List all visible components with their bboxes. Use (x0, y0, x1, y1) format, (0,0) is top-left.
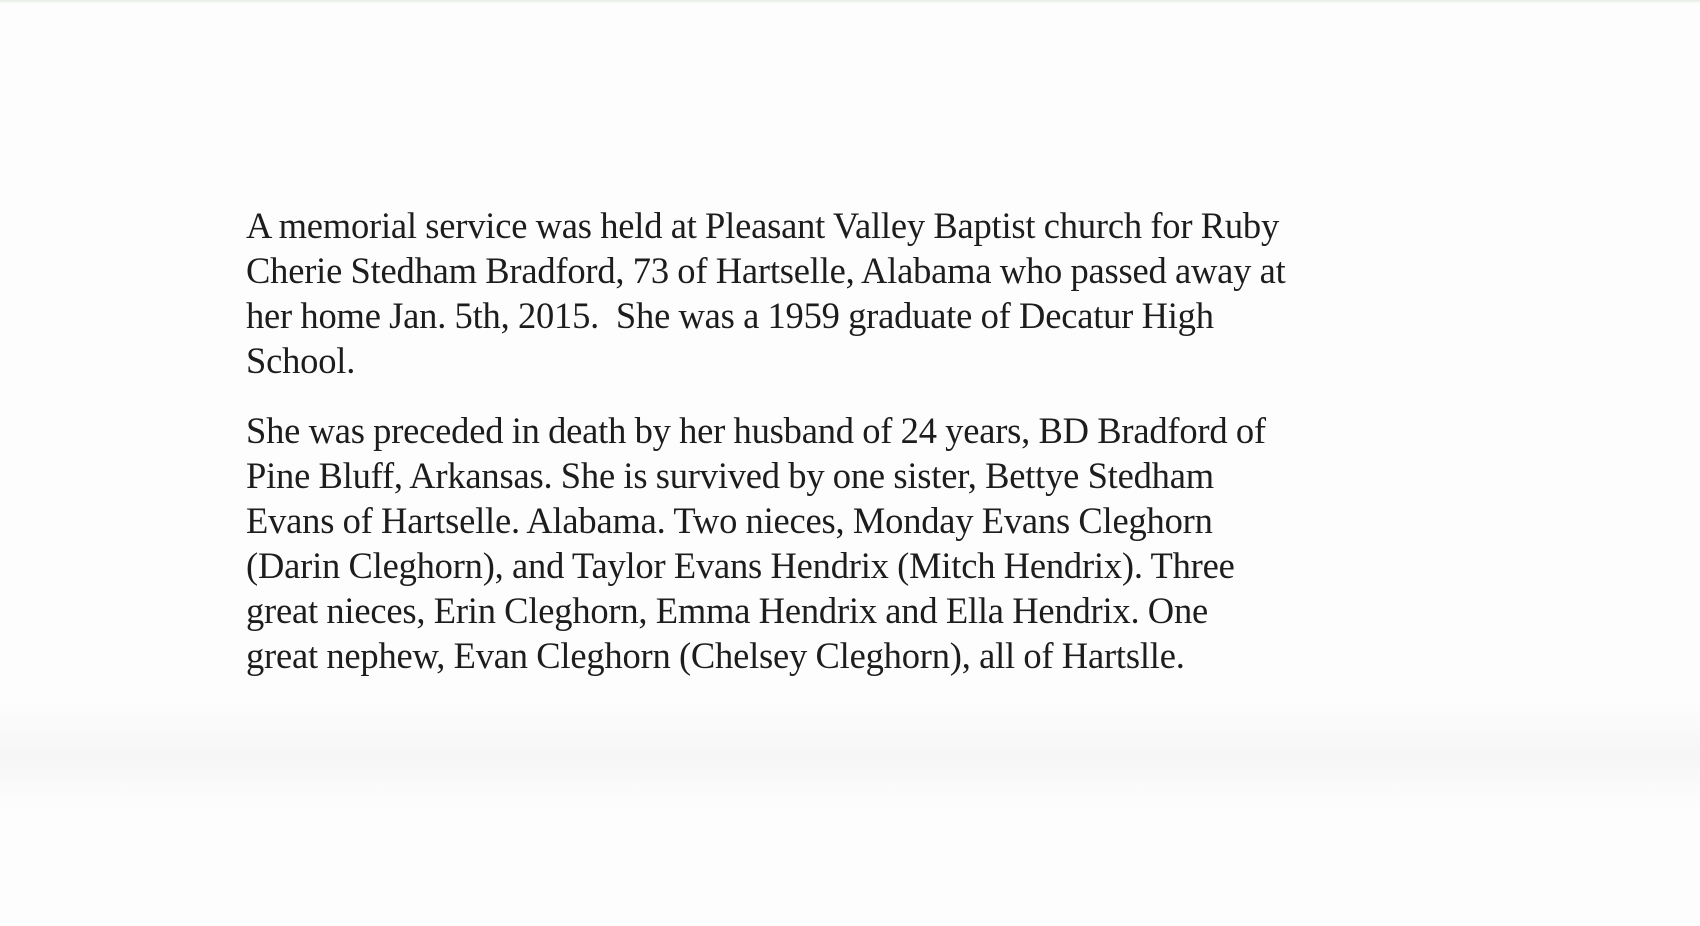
text-line: Evans of Hartselle. Alabama. Two nieces, Monday Evans Cleghorn (246, 500, 1213, 541)
text-line: great nephew, Evan Cleghorn (Chelsey Cleghorn), all of Hartslle. (246, 635, 1185, 676)
scan-edge (0, 0, 1700, 3)
text-line: Pine Bluff, Arkansas. She is survived by one sister, Bettye Stedham (246, 455, 1214, 496)
text-line: Cherie Stedham Bradford, 73 of Hartselle, Alabama who passed away at (246, 250, 1286, 291)
text-line: (Darin Cleghorn), and Taylor Evans Hendrix (Mitch Hendrix). Three (246, 545, 1235, 586)
text-line: great nieces, Erin Cleghorn, Emma Hendrix and Ella Hendrix. One (246, 590, 1209, 631)
obituary-text (246, 203, 1496, 678)
text-line: School. (246, 340, 356, 381)
text-line: her home Jan. 5th, 2015. She was a 1959 graduate of Decatur High (246, 295, 1214, 336)
text-line: She was preceded in death by her husband of 24 years, BD Bradford of (246, 410, 1266, 451)
scan-shadow (0, 700, 1700, 810)
text-line: A memorial service was held at Pleasant Valley Baptist church for Ruby (246, 205, 1279, 246)
paragraph-memorial-service (246, 203, 1496, 383)
paragraph-survivors (246, 408, 1496, 678)
paragraph-spacer (246, 383, 1496, 408)
